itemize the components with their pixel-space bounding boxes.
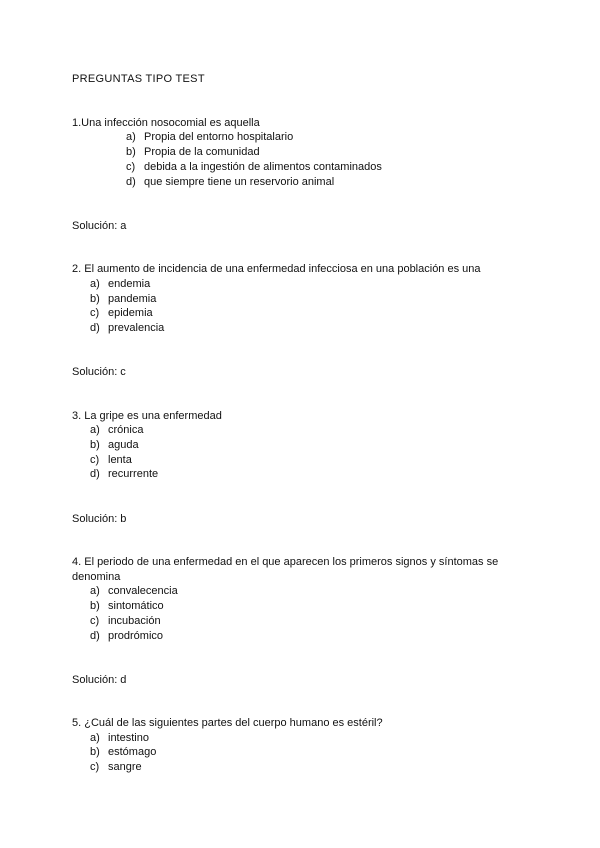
question-3-option-d: d) recurrente — [90, 468, 159, 480]
question-2-text: 2. El aumento de incidencia de una enfermedad infecciosa en una población es una — [72, 263, 481, 275]
question-4-text: 4. El periodo de una enfermedad en el que aparecen los primeros signos y síntomas se — [72, 556, 499, 568]
question-2-option-d: d) prevalencia — [90, 322, 165, 334]
question-5-option-b: b) estómago — [90, 746, 157, 758]
question-5-text: 5. ¿Cuál de las siguientes partes del cuerpo humano es estéril? — [72, 717, 383, 729]
question-3-text: 3. La gripe es una enfermedad — [72, 410, 222, 422]
question-4-option-d: d) prodrómico — [90, 630, 164, 642]
page-title: PREGUNTAS TIPO TEST — [72, 73, 205, 85]
question-1-option-d: d) que siempre tiene un reservorio animal — [126, 176, 335, 188]
question-2-option-c: c) epidemia — [90, 307, 153, 319]
question-1-option-c: c) debida a la ingestión de alimentos contaminados — [126, 161, 382, 173]
question-3-option-b: b) aguda — [90, 439, 139, 451]
question-4-option-a: a) convalecencia — [90, 585, 178, 597]
question-2-option-b: b) pandemia — [90, 293, 157, 305]
question-3-solution: Solución: b — [72, 513, 127, 525]
question-4-solution: Solución: d — [72, 674, 127, 686]
question-1-option-b: b) Propia de la comunidad — [126, 146, 260, 158]
question-3-option-a: a) crónica — [90, 424, 144, 436]
question-3-option-c: c) lenta — [90, 454, 132, 466]
question-4-option-c: c) incubación — [90, 615, 161, 627]
question-2-solution: Solución: c — [72, 366, 126, 378]
question-4-text-continued: denomina — [72, 571, 121, 583]
question-5-option-c: c) sangre — [90, 761, 142, 773]
question-1-option-a: a) Propia del entorno hospitalario — [126, 131, 294, 143]
question-1-text: 1.Una infección nosocomial es aquella — [72, 117, 260, 129]
question-1-solution: Solución: a — [72, 220, 127, 232]
question-5-option-a: a) intestino — [90, 732, 149, 744]
question-4-option-b: b) sintomático — [90, 600, 164, 612]
question-2-option-a: a) endemia — [90, 278, 151, 290]
